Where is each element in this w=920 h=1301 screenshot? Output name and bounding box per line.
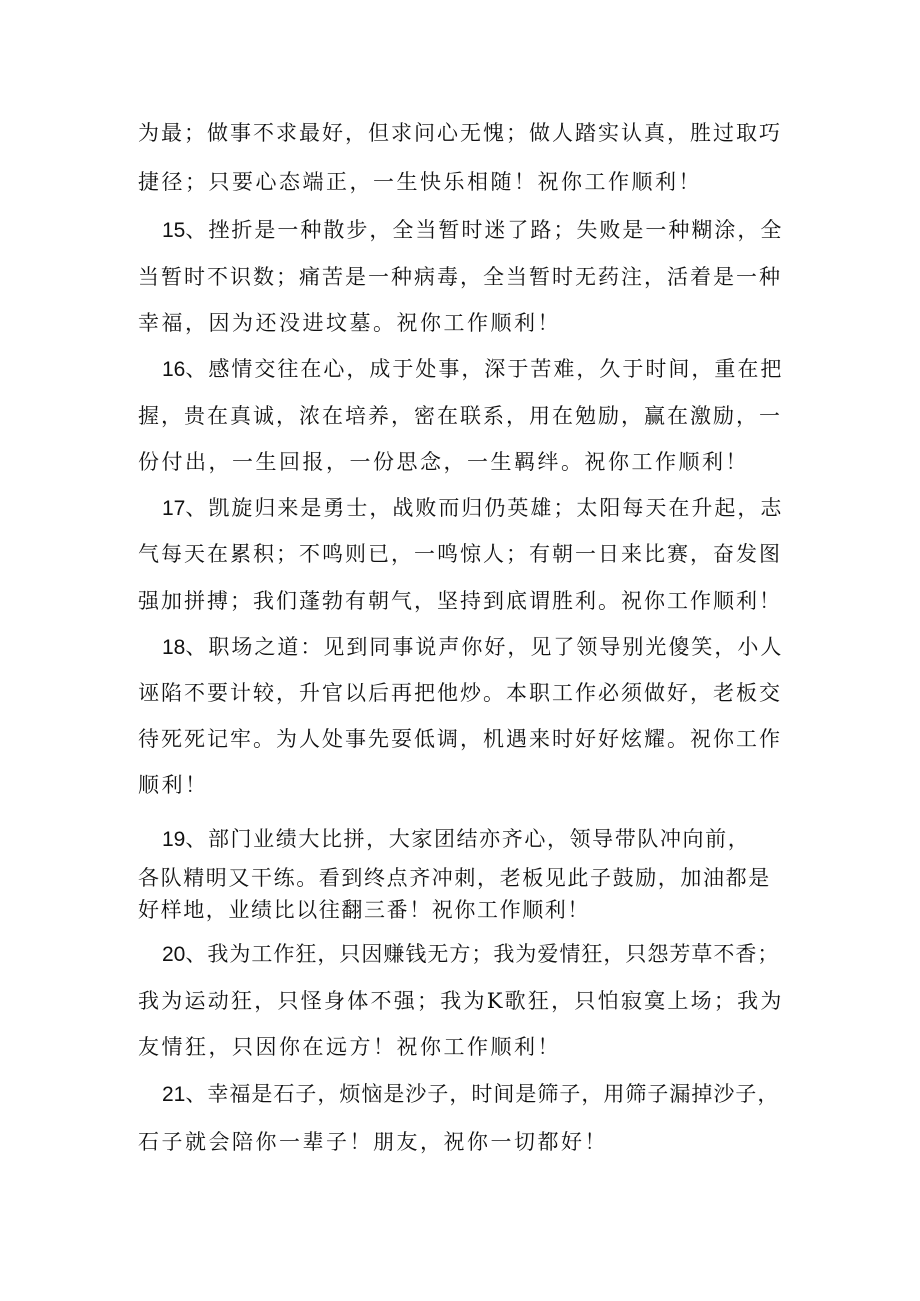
text-line: 顺利！	[138, 773, 209, 797]
text-line: 为最；做事不求最好，但求问心无愧；做人踏实认真，胜过取巧	[138, 121, 782, 145]
text-line: 、感情交往在心，成于处事，深于苦难，久于时间，重在把	[185, 357, 784, 381]
text-line: 、职场之道：见到同事说声你好，见了领导别光傻笑，小人	[185, 635, 784, 659]
item-number: 16	[162, 358, 186, 381]
text-line: 份付出，一生回报，一份思念，一生羁绊。祝你工作顺利！	[138, 450, 749, 474]
text-line: 幸福，因为还没进坟墓。祝你工作顺利！	[138, 311, 561, 335]
text-line: 、挫折是一种散步，全当暂时迷了路；失败是一种糊涂，全	[185, 218, 784, 242]
item-number: 20	[162, 943, 186, 966]
text-line: 、凯旋归来是勇士，战败而归仍英雄；太阳每天在升起，志	[185, 496, 784, 520]
item-number: 18	[162, 636, 186, 659]
item-number: 19	[162, 828, 186, 851]
text-line: 诬陷不要计较，升官以后再把他炒。本职工作必须做好，老板交	[138, 681, 782, 705]
paragraph-21-first-line	[162, 1079, 779, 1110]
text-line: 当暂时不识数；痛苦是一种病毒，全当暂时无药注，活着是一种	[138, 265, 782, 289]
paragraph-17-first-line	[162, 493, 783, 524]
text-line: 、幸福是石子，烦恼是沙子，时间是筛子，用筛子漏掉沙子，	[185, 1082, 780, 1106]
text-line: 各队精明又干练。看到终点齐冲刺，老板见此子鼓励，加油都是	[138, 866, 771, 890]
text-line: 待死死记牢。为人处事先耍低调，机遇来时好好炫耀。祝你工作	[138, 727, 782, 751]
paragraph-16-first-line	[162, 354, 783, 385]
text-line: 我为运动狂，只怪身体不强；我为K歌狂，只怕寂寞上场；我为	[138, 989, 784, 1013]
text-line: 气每天在累积；不鸣则已，一鸣惊人；有朝一日来比赛，奋发图	[138, 542, 782, 566]
paragraph-18-first-line	[162, 632, 783, 663]
text-line: 好样地，业绩比以往翻三番！祝你工作顺利！	[138, 898, 590, 922]
paragraph-20-first-line	[162, 939, 779, 970]
text-line: 、部门业绩大比拼，大家团结亦齐心，领导带队冲向前，	[185, 827, 751, 851]
text-line: 、我为工作狂，只因赚钱无方；我为爱情狂，只怨芳草不香；	[185, 942, 780, 966]
item-number: 17	[162, 497, 186, 520]
text-line: 石子就会陪你一辈子！朋友，祝你一切都好！	[138, 1130, 608, 1154]
text-line: 强加拼搏；我们蓬勃有朝气，坚持到底谓胜利。祝你工作顺利！	[138, 589, 782, 613]
item-number: 21	[162, 1083, 186, 1106]
text-line: 捷径；只要心态端正，一生快乐相随！祝你工作顺利！	[138, 170, 702, 194]
paragraph-15-first-line	[162, 215, 783, 246]
text-line: 握，贵在真诚，浓在培养，密在联系，用在勉励，赢在激励，一	[138, 404, 782, 428]
paragraph-19-first-line	[162, 825, 750, 854]
item-number: 15	[162, 219, 186, 242]
text-line: 友情狂，只因你在远方！祝你工作顺利！	[138, 1035, 561, 1059]
